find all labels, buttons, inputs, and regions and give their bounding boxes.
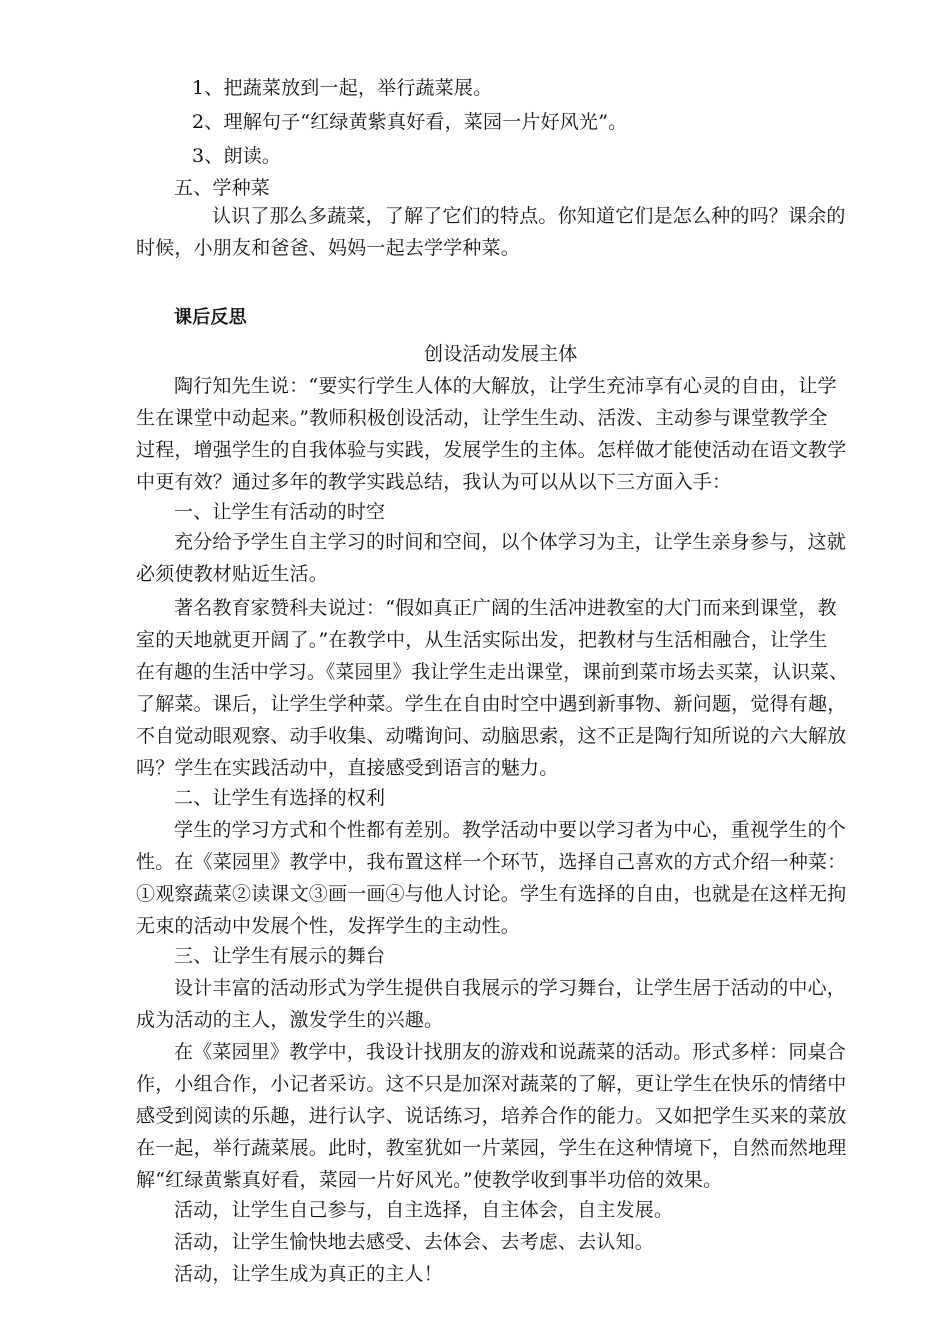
point-one-p2-line-2: 室的天地就更开阔了。”在教学中，从生活实际出发，把教材与生活相融合，让学生 [136, 629, 828, 651]
reflection-label: 课后反思 [174, 307, 247, 328]
lesson-step-1: 1、把蔬菜放到一起，举行蔬菜展。 [192, 77, 493, 99]
point-one-heading: 一、让学生有活动的时空 [174, 501, 386, 523]
point-three-p2-line-4: 在一起，举行蔬菜展。此时，教室犹如一片菜园，学生在这种情境下，自然而然地理 [136, 1137, 847, 1159]
point-two-p1-line-2: 性。在《菜园里》教学中，我布置这样一个环节，选择自己喜欢的方式介绍一种菜： [136, 851, 847, 873]
lesson-step-3: 3、朗读。 [192, 145, 282, 167]
point-one-p2-line-4: 了解菜。课后，让学生学种菜。学生在自由时空中遇到新事物、新问题，觉得有趣， [136, 693, 847, 715]
point-one-p2-line-5: 不自觉动眼观察、动手收集、动嘴询问、动脑思索，这不正是陶行知所说的六大解放 [136, 725, 847, 747]
point-three-p2-line-5: 解“红绿黄紫真好看，菜园一片好风光。”使教学收到事半功倍的效果。 [136, 1169, 723, 1191]
point-three-p2-line-1: 在《菜园里》教学中，我设计找朋友的游戏和说蔬菜的活动。形式多样：同桌合 [174, 1041, 847, 1063]
point-two-p1-line-4: 无束的活动中发展个性，发挥学生的主动性。 [136, 915, 521, 937]
point-two-p1-line-1: 学生的学习方式和个性都有差别。教学活动中要以学习者为中心，重视学生的个 [174, 819, 847, 841]
closing-line-3: 活动，让学生成为真正的主人！ [174, 1263, 443, 1285]
closing-line-2: 活动，让学生愉快地去感受、去体会、去考虑、去认知。 [174, 1231, 655, 1253]
point-three-p1-line-2: 成为活动的主人，激发学生的兴趣。 [136, 1009, 444, 1031]
point-three-p1-line-1: 设计丰富的活动形式为学生提供自我展示的学习舞台，让学生居于活动的中心， [174, 977, 847, 999]
lesson-step-2: 2、理解句子“红绿黄紫真好看，菜园一片好风光”。 [192, 111, 628, 133]
point-one-p1-line-1: 充分给予学生自主学习的时间和空间，以个体学习为主，让学生亲身参与，这就 [174, 531, 847, 553]
section-five-line-1: 认识了那么多蔬菜，了解了它们的特点。你知道它们是怎么种的吗？课余的 [212, 205, 846, 227]
point-one-p1-line-2: 必须使教材贴近生活。 [136, 563, 329, 585]
point-three-p2-line-2: 作，小组合作，小记者采访。这不只是加深对蔬菜的了解，更让学生在快乐的情绪中 [136, 1073, 847, 1095]
section-five-line-2: 时候，小朋友和爸爸、妈妈一起去学学种菜。 [136, 237, 521, 259]
intro-line-2: 生在课堂中动起来。”教师积极创设活动，让学生生动、活泼、主动参与课堂教学全 [136, 407, 828, 429]
section-five-heading: 五、学种菜 [174, 177, 271, 199]
reflection-title: 创设活动发展主体 [424, 343, 578, 365]
intro-line-4: 中更有效？通过多年的教学实践总结，我认为可以从以下三方面入手： [136, 471, 732, 493]
intro-line-1: 陶行知先生说：“要实行学生人体的大解放，让学生充沛享有心灵的自由，让学 [174, 375, 837, 397]
point-two-heading: 二、让学生有选择的权利 [174, 787, 386, 809]
point-two-p1-line-3: ①观察蔬菜②读课文③画一画④与他人讨论。学生有选择的自由，也就是在这样无拘 [136, 883, 847, 905]
point-one-p2-line-6: 吗？学生在实践活动中，直接感受到语言的魅力。 [136, 757, 559, 779]
point-three-p2-line-3: 感受到阅读的乐趣，进行认字、说话练习，培养合作的能力。又如把学生买来的菜放 [136, 1105, 847, 1127]
point-one-p2-line-3: 在有趣的生活中学习。《菜园里》我让学生走出课堂，课前到菜市场去买菜，认识菜、 [136, 661, 849, 683]
point-three-heading: 三、让学生有展示的舞台 [174, 945, 386, 967]
intro-line-3: 过程，增强学生的自我体验与实践，发展学生的主体。怎样做才能使活动在语文教学 [136, 439, 847, 461]
closing-line-1: 活动，让学生自己参与，自主选择，自主体会，自主发展。 [174, 1199, 674, 1221]
point-one-p2-line-1: 著名教育家赞科夫说过：“假如真正广阔的生活冲进教室的大门而来到课堂，教 [174, 597, 837, 619]
